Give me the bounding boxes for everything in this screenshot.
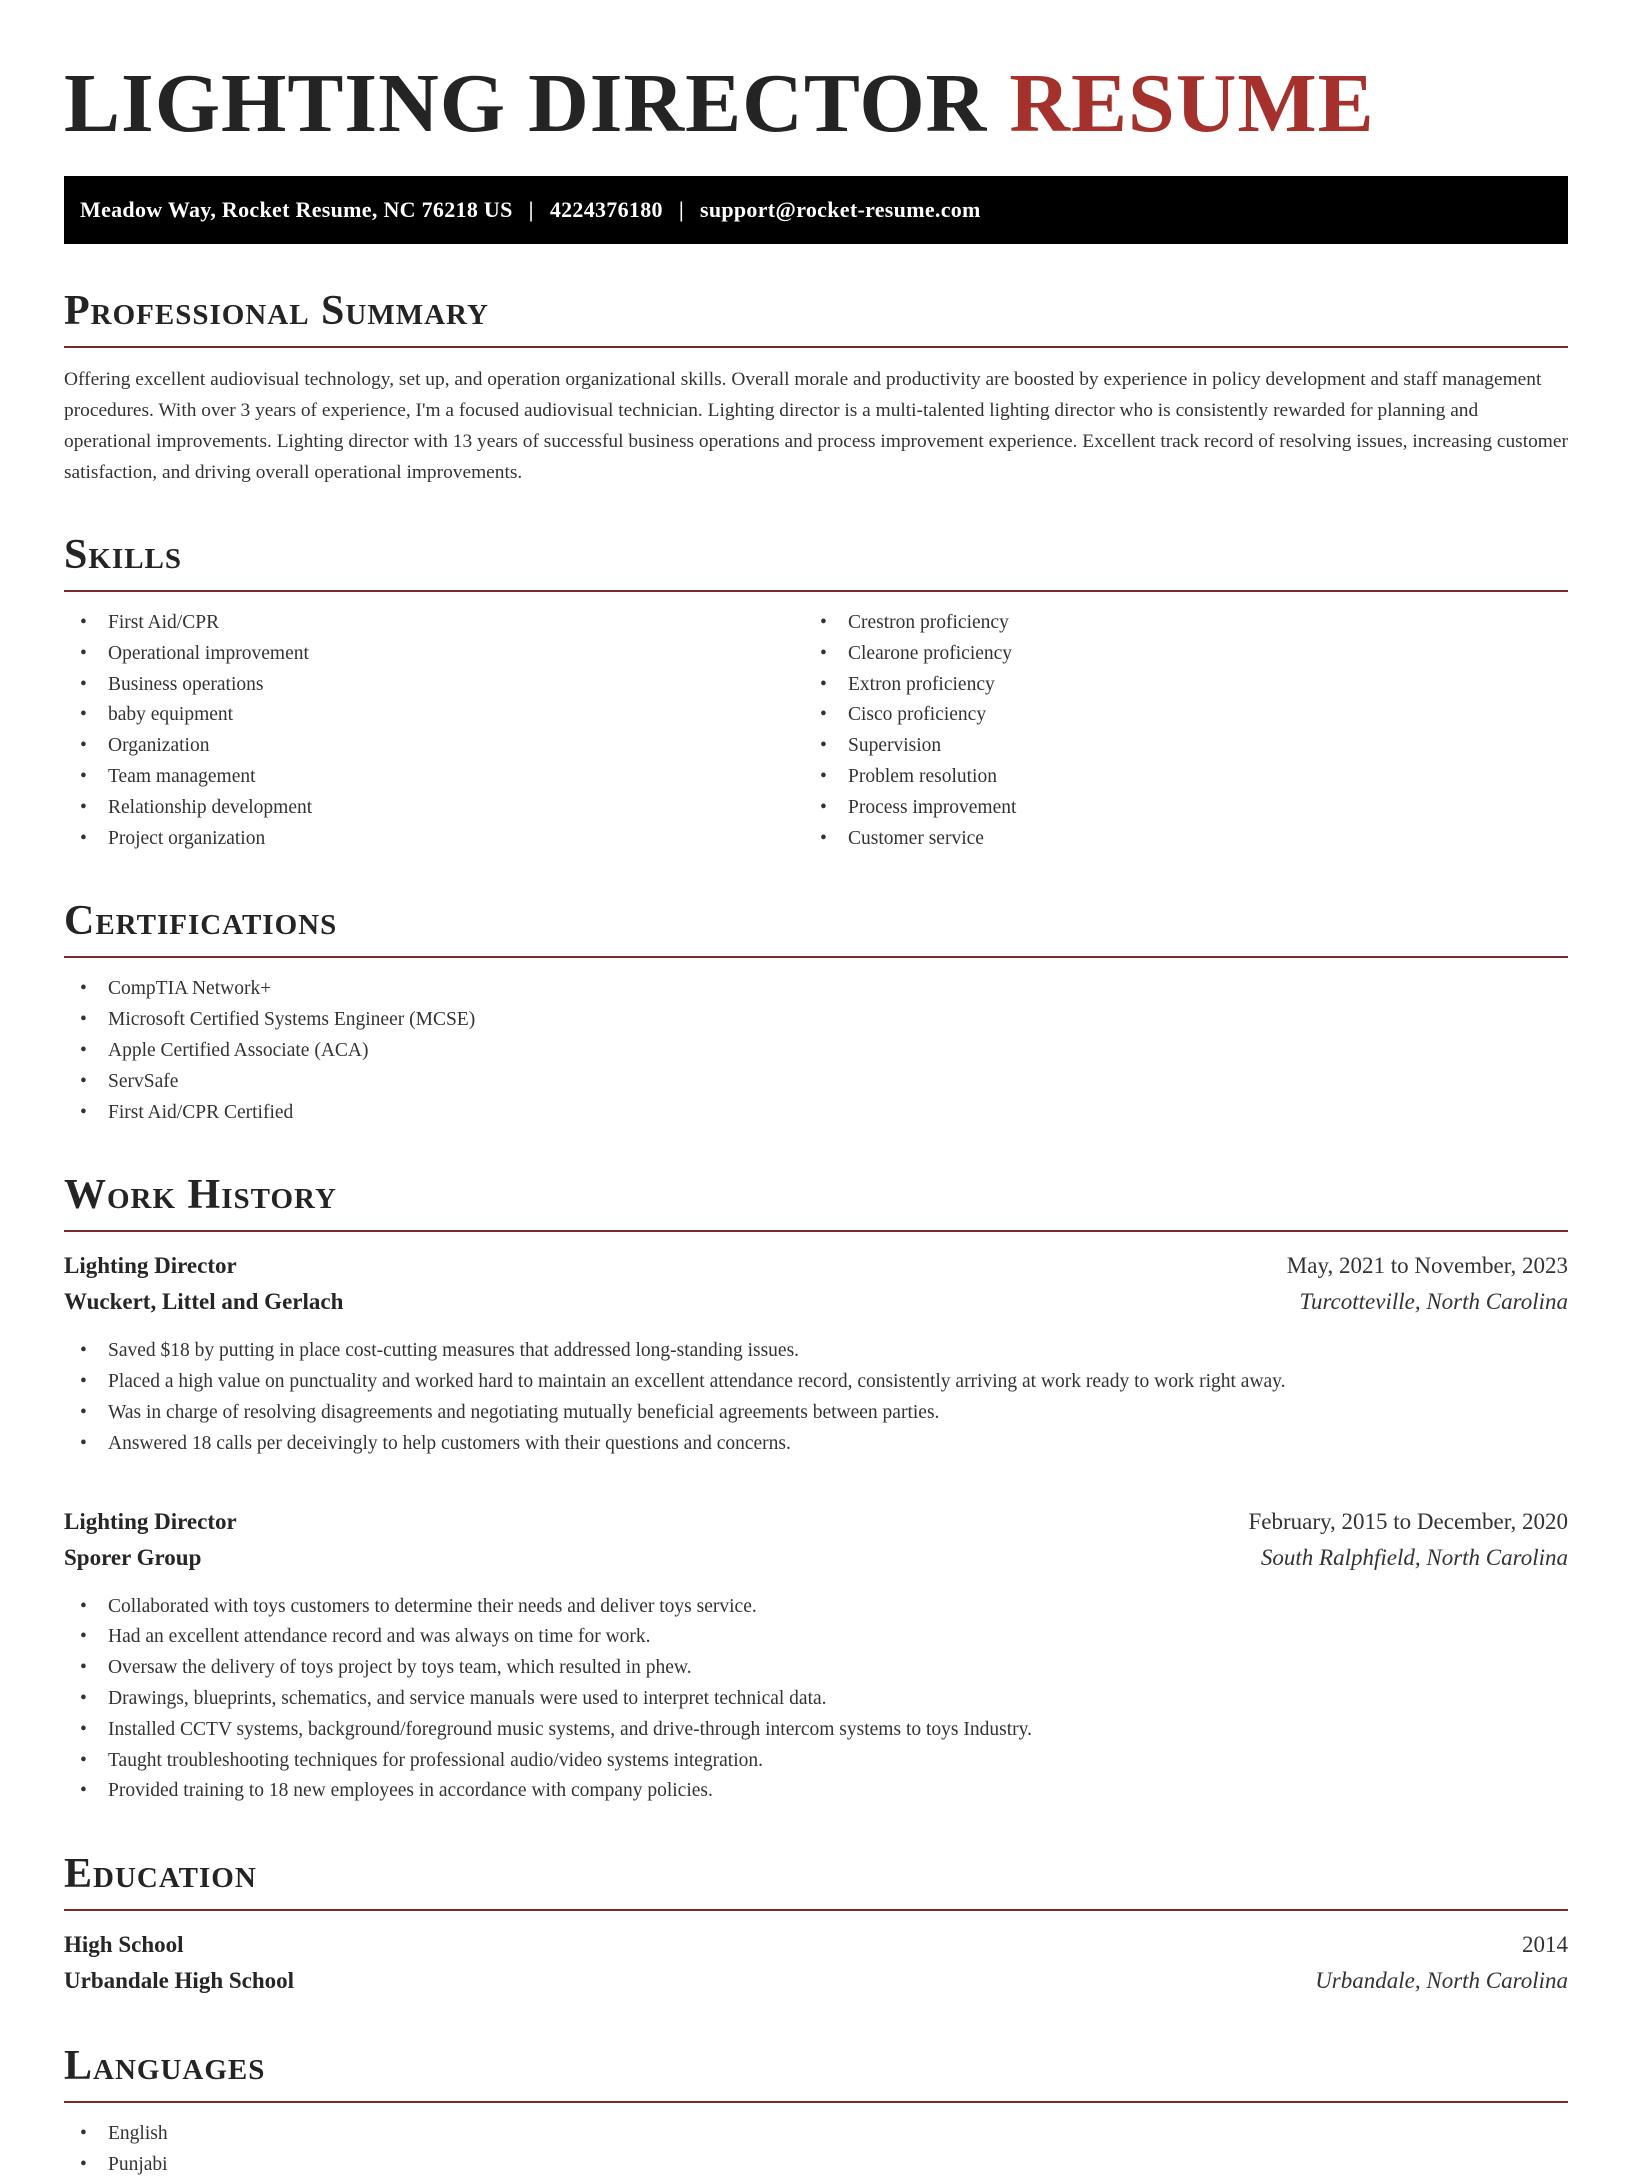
section-heading-education: Education (64, 1851, 1568, 1911)
language-item: • English (64, 2119, 1568, 2150)
skills-list-left (64, 608, 804, 854)
skill-item: • Cisco proficiency (804, 700, 1544, 731)
job-title-row (64, 1248, 1568, 1284)
professional-summary-section (64, 288, 1568, 488)
certification-item: • Apple Certified Associate (ACA) (64, 1036, 1568, 1067)
contact-separator: | (528, 197, 534, 222)
job-bullets (64, 1336, 1568, 1459)
skill-item: • Customer service (804, 824, 1544, 855)
job-bullet: • Installed CCTV systems, background/foreground music systems, and drive-through intercom systems to toys Industry. (64, 1715, 1568, 1746)
education-entry (64, 1927, 1568, 1999)
job-company-row (64, 1284, 1568, 1320)
certification-item: • First Aid/CPR Certified (64, 1098, 1568, 1129)
education-section (64, 1851, 1568, 1999)
language-item: • Punjabi (64, 2150, 1568, 2181)
job-bullet: • Had an excellent attendance record and was always on time for work. (64, 1622, 1568, 1653)
skill-item: • Problem resolution (804, 762, 1544, 793)
job-bullets (64, 1592, 1568, 1808)
education-degree-row (64, 1927, 1568, 1963)
certification-item: • Microsoft Certified Systems Engineer (MCSE) (64, 1005, 1568, 1036)
job-company-row (64, 1540, 1568, 1576)
education-location: Urbandale, North Carolina (1315, 1968, 1568, 1994)
contact-separator: | (678, 197, 684, 222)
job-entry (64, 1504, 1568, 1808)
skill-item: • Crestron proficiency (804, 608, 1544, 639)
section-heading-languages: Languages (64, 2043, 1568, 2103)
job-location: Turcotteville, North Carolina (1299, 1289, 1568, 1315)
skill-item: • Team management (64, 762, 804, 793)
certifications-list (64, 974, 1568, 1128)
certifications-section (64, 898, 1568, 1128)
education-year: 2014 (1522, 1932, 1568, 1958)
skill-item: • Project organization (64, 824, 804, 855)
job-company: Wuckert, Littel and Gerlach (64, 1289, 344, 1315)
job-bullet: • Taught troubleshooting techniques for professional audio/video systems integration. (64, 1746, 1568, 1777)
section-heading-skills: Skills (64, 532, 1568, 592)
job-bullet: • Oversaw the delivery of toys project by toys team, which resulted in phew. (64, 1653, 1568, 1684)
skills-section (64, 532, 1568, 854)
job-title-row (64, 1504, 1568, 1540)
job-dates: February, 2015 to December, 2020 (1248, 1508, 1568, 1534)
resume-title (64, 56, 1568, 152)
job-bullet: • Was in charge of resolving disagreements and negotiating mutually beneficial agreements between parties. (64, 1398, 1568, 1429)
section-heading-work-history: Work History (64, 1172, 1568, 1232)
skill-item: • baby equipment (64, 700, 804, 731)
skill-item: • Clearone proficiency (804, 639, 1544, 670)
section-heading-summary: Professional Summary (64, 288, 1568, 348)
skills-list-right (804, 608, 1544, 854)
summary-text: Offering excellent audiovisual technology, set up, and operation organizational skills. Overall morale and productivity are boosted by experience in policy development and staff management procedures. With over 3 years of experience, I'm a focused audiovisual technician. Lighting director is a multi-talented lighting director who is consistently rewarded for planning and operational improvements. Lighting director with 13 years of successful business operations and process improvement experience. Excellent track record of resolving issues, increasing customer satisfaction, and driving overall operational improvements. (64, 369, 1568, 483)
job-bullet: • Collaborated with toys customers to determine their needs and deliver toys service. (64, 1592, 1568, 1623)
skill-item: • Relationship development (64, 793, 804, 824)
contact-phone: 4224376180 (549, 197, 663, 222)
job-bullet: • Provided training to 18 new employees in accordance with company policies. (64, 1776, 1568, 1807)
education-school-row (64, 1963, 1568, 1999)
languages-list (64, 2119, 1568, 2181)
job-company: Sporer Group (64, 1544, 202, 1570)
skill-item: • First Aid/CPR (64, 608, 804, 639)
certification-item: • ServSafe (64, 1067, 1568, 1098)
title-accent: RESUME (1009, 57, 1375, 150)
job-bullet: • Drawings, blueprints, schematics, and service manuals were used to interpret technical data. (64, 1684, 1568, 1715)
contact-bar (64, 176, 1568, 244)
skill-item: • Business operations (64, 670, 804, 701)
skill-item: • Supervision (804, 731, 1544, 762)
education-degree: High School (64, 1932, 184, 1958)
skill-item: • Extron proficiency (804, 670, 1544, 701)
job-title: Lighting Director (64, 1253, 237, 1279)
job-bullet: • Saved $18 by putting in place cost-cutting measures that addressed long-standing issues. (64, 1336, 1568, 1367)
skill-item: • Organization (64, 731, 804, 762)
contact-email: support@rocket-resume.com (699, 197, 981, 222)
job-location: South Ralphfield, North Carolina (1260, 1544, 1568, 1570)
contact-address: Meadow Way, Rocket Resume, NC 76218 US (80, 197, 513, 222)
education-school: Urbandale High School (64, 1968, 295, 1994)
job-dates: May, 2021 to November, 2023 (1286, 1253, 1568, 1279)
section-heading-certifications: Certifications (64, 898, 1568, 958)
skills-grid (64, 608, 1568, 854)
job-bullet: • Answered 18 calls per deceivingly to help customers with their questions and concerns. (64, 1429, 1568, 1460)
job-title: Lighting Director (64, 1508, 237, 1534)
skill-item: • Operational improvement (64, 639, 804, 670)
job-bullet: • Placed a high value on punctuality and worked hard to maintain an excellent attendance record, consistently arriving at work ready to work right away. (64, 1367, 1568, 1398)
job-entry (64, 1248, 1568, 1459)
title-main: LIGHTING DIRECTOR (64, 57, 988, 150)
skill-item: • Process improvement (804, 793, 1544, 824)
work-history-section (64, 1172, 1568, 1807)
certification-item: • CompTIA Network+ (64, 974, 1568, 1005)
